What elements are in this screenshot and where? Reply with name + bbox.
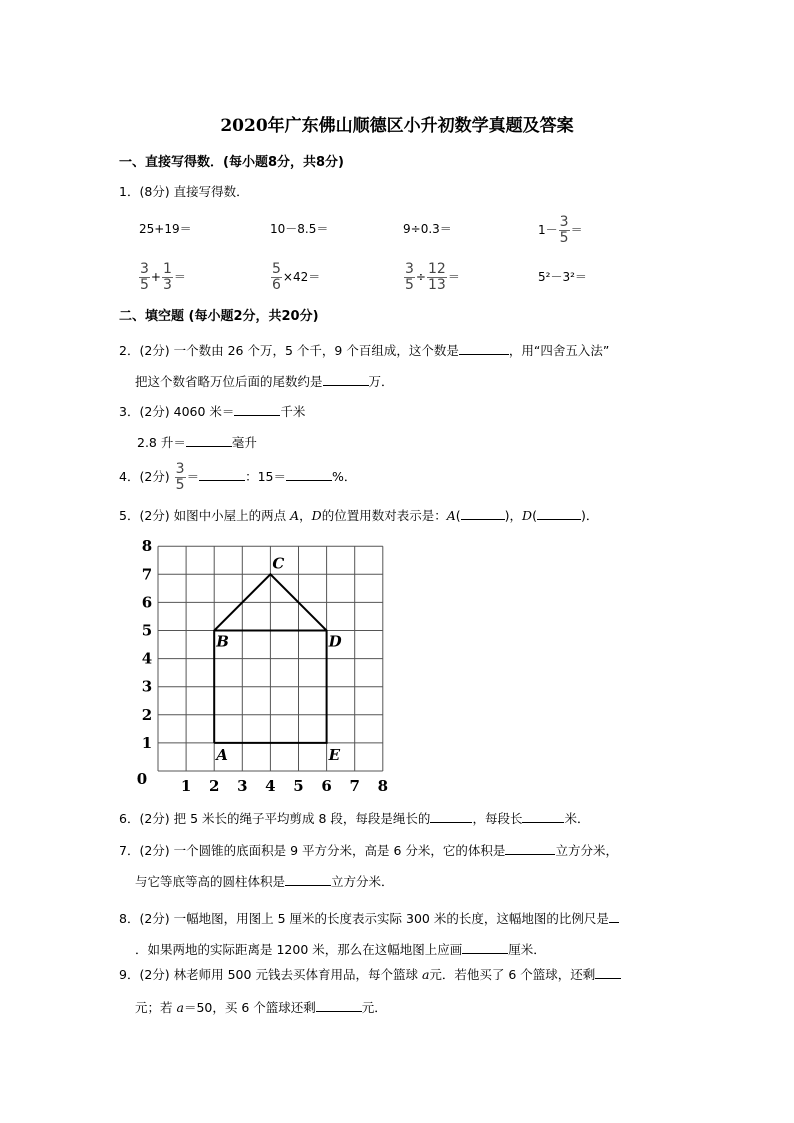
denominator: 5	[559, 230, 569, 246]
expr-part: ＝	[173, 270, 186, 284]
point-label-A: A	[216, 745, 228, 764]
denominator: 6	[272, 277, 281, 293]
point-label: A	[290, 508, 300, 523]
q-text: 元．	[361, 1000, 387, 1015]
numerator: 1	[162, 261, 172, 277]
y-tick-label: 4	[141, 649, 153, 668]
x-tick-label: 1	[180, 777, 192, 795]
q-text: 6．(2分) 把 5 米长的绳子平均剪成 8 段，每段是绳长的	[119, 811, 431, 826]
point-label-B: B	[216, 632, 229, 651]
q-text: 8．(2分) 一幅地图，用图上 5 厘米的长度表示实际 300 米的长度，这幅地图的比例尺是	[119, 911, 609, 926]
denominator: 13	[427, 277, 446, 293]
expr-part: ×42＝	[282, 270, 321, 284]
q-text: 的位置用数对表示是：	[321, 508, 447, 523]
expr-8: 5²－3²＝	[538, 270, 587, 284]
point-label-E: E	[328, 745, 341, 764]
x-tick-label: 0	[136, 770, 148, 788]
q-text: 立方分米，	[555, 843, 618, 858]
q-text: 元．若他买了 6 个篮球，还剩	[429, 967, 596, 982]
answer-blank[interactable]	[430, 809, 472, 823]
answer-blank[interactable]	[609, 909, 619, 923]
q-text: 2．(2分) 一个数由 26 个万，5 个千，9 个百组成，这个数是	[119, 343, 459, 358]
answer-blank[interactable]	[522, 809, 564, 823]
page-title: 2020年广东佛山顺德区小升初数学真题及答案	[220, 116, 574, 136]
question-8	[119, 903, 679, 965]
point-label: D	[522, 508, 533, 523]
x-tick-label: 7	[349, 777, 360, 795]
expr-3: 9÷0.3＝	[403, 222, 452, 236]
q-text: 3．(2分) 4060 米＝	[119, 404, 235, 419]
point-label-C: C	[272, 554, 285, 573]
expr-1: 25+19＝	[139, 222, 192, 236]
x-tick-label: 3	[237, 777, 248, 795]
expr-part: +	[150, 270, 161, 284]
q-text: 2.8 升＝	[137, 435, 186, 450]
point-label-D: D	[328, 632, 342, 651]
numerator: 3	[140, 261, 149, 277]
point-label: D	[311, 508, 322, 523]
expr-2: 10－8.5＝	[270, 222, 329, 236]
variable: a	[176, 1000, 184, 1015]
q-text: 元；若	[135, 1000, 173, 1015]
q-text: 9．(2分) 林老师用 500 元钱去买体育用品，每个篮球	[119, 967, 418, 982]
question-9-cont	[135, 998, 387, 1016]
q-text: ＝	[186, 469, 200, 484]
y-tick-label: 3	[141, 677, 153, 696]
x-tick-label: 6	[321, 777, 332, 795]
q-text: 立方分米．	[331, 874, 394, 889]
y-tick-label: 5	[141, 621, 153, 640]
q-text: ，用“四舍五入法”	[508, 343, 610, 358]
y-tick-label: 1	[141, 733, 153, 752]
point-label: A	[446, 508, 456, 523]
answer-blank[interactable]	[505, 841, 555, 855]
y-tick-label: 2	[141, 705, 153, 724]
section-heading-1: 一、直接写得数．(每小题8分，共8分)	[119, 155, 344, 170]
question-7-cont	[135, 872, 394, 890]
denominator: 5	[405, 277, 414, 293]
expr-part: ＝	[447, 270, 460, 284]
denominator: 3	[162, 277, 172, 293]
q-text: ．如果两地的实际距离是 1200 米，那么在这幅地图上应画	[135, 942, 463, 957]
q-text: )．	[580, 508, 599, 523]
numerator: 5	[272, 261, 281, 277]
answer-blank[interactable]	[285, 872, 331, 886]
expr-part: ＝	[570, 223, 583, 237]
q-text: 千米	[280, 404, 306, 419]
question-6	[119, 809, 589, 827]
question-1-text: 1．(8分) 直接写得数．	[119, 184, 249, 199]
x-tick-label: 4	[265, 777, 276, 795]
q-text: 万．	[368, 374, 394, 389]
q-text: )，	[504, 508, 523, 523]
numerator: 3	[405, 261, 414, 277]
numerator: 3	[559, 214, 569, 230]
answer-blank[interactable]	[316, 998, 362, 1012]
q-text: 4．(2分)	[119, 469, 170, 484]
q-text: 厘米．	[508, 942, 546, 957]
x-tick-label: 5	[293, 777, 304, 795]
numerator: 3	[175, 461, 185, 477]
expr-part: ÷	[415, 270, 426, 284]
q-text: ，	[299, 508, 312, 523]
y-tick-label: 6	[141, 593, 153, 612]
q-text: 毫升	[231, 435, 257, 450]
denominator: 5	[175, 477, 185, 493]
section-heading-2: 二、填空题 (每小题2分，共20分)	[119, 309, 319, 324]
numerator: 12	[427, 261, 446, 277]
q-text: 把这个数省略万位后面的尾数约是	[135, 374, 323, 389]
q-text: ，每段长	[472, 811, 523, 826]
answer-blank[interactable]	[462, 940, 508, 954]
expr-part: 1－	[538, 223, 558, 237]
q-text: ：15＝	[245, 469, 286, 484]
q-text: 5．(2分) 如图中小屋上的两点	[119, 508, 287, 523]
answer-blank[interactable]	[595, 965, 621, 979]
question-9	[119, 965, 621, 983]
denominator: 5	[140, 277, 149, 293]
q-text: (	[532, 508, 537, 523]
variable: a	[421, 967, 430, 982]
x-tick-label: 2	[208, 777, 220, 795]
y-tick-label: 7	[141, 565, 153, 584]
q-text: %．	[332, 469, 357, 484]
q-text: 7．(2分) 一个圆锥的底面积是 9 平方分米，高是 6 分米，它的体积是	[119, 843, 506, 858]
q-text: 米．	[564, 811, 590, 826]
y-tick-label: 8	[141, 537, 153, 556]
q-text: (	[455, 508, 461, 523]
x-tick-label: 8	[377, 777, 389, 795]
q-text: ＝50，买 6 个篮球还剩	[183, 1000, 316, 1015]
question-7	[119, 841, 618, 859]
q-text: 与它等底等高的圆柱体积是	[135, 874, 286, 889]
